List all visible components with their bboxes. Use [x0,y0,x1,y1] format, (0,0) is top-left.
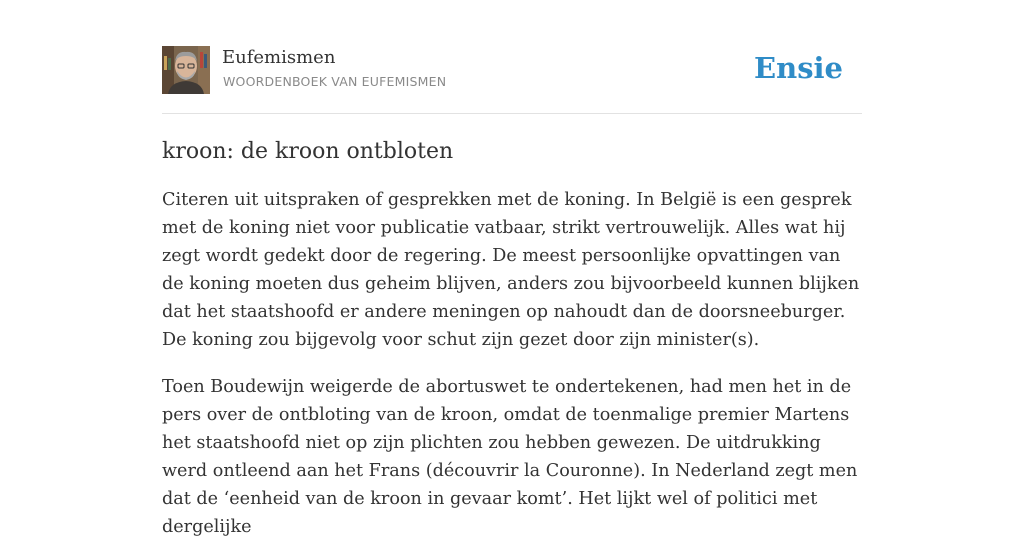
site-title[interactable]: Eufemismen [222,47,336,68]
header-divider [162,113,862,114]
ensie-logo[interactable]: Ensie [754,51,843,85]
entry-title: kroon: de kroon ontbloten [162,139,454,164]
avatar[interactable] [162,46,210,94]
avatar-portrait-icon [162,46,210,94]
site-subtitle: WOORDENBOEK VAN EUFEMISMEN [223,74,447,89]
entry-paragraph: Toen Boudewijn weigerde de abortuswet te ondertekenen, had men het in de pers over de ontbloting van de kroon, omdat de toenmalige premier Martens het staatshoofd niet op zijn plichten zou hebben gewezen. De uitdrukking werd ontleend aan het Frans (découvrir la Couronne). In Nederland zegt men dat de ‘eenheid van de kroon in gevaar komt’. Het lijkt wel of politici met dergelijke [162,377,858,537]
entry-article [162,136,862,560]
entry-paragraph: Citeren uit uitspraken of gesprekken met de koning. In België is een gesprek met de koning niet voor publicatie vatbaar, strikt vertrouwelijk. Alles wat hij zegt wordt gedekt door de regering. De meest persoonlijke opvattingen van de koning moeten dus geheim blijven, anders zou bijvoorbeeld kunnen blijken dat het staatshoofd er andere meningen op nahoudt dan de doorsneeburger. De koning zou bijgevolg voor schut zijn gezet door zijn minister(s). [162,190,860,350]
site-header [162,46,862,96]
